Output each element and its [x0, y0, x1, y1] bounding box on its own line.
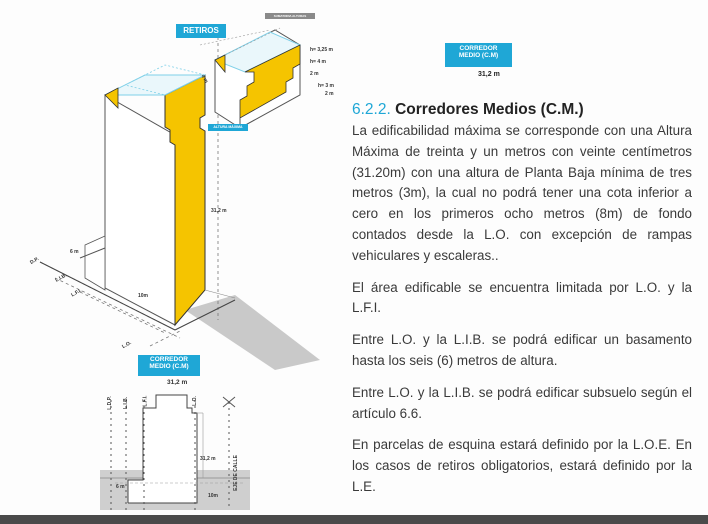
section-heading: [352, 100, 692, 120]
section-line-lfi: L.F.I.: [142, 395, 149, 407]
bottom-bar: [0, 515, 708, 524]
section-line-ldp: L.D.P.: [106, 396, 113, 410]
paragraph-2: El área edificable se encuentra limitada por L.O. y la L.F.I.: [352, 279, 692, 316]
building-envelope-figure: [0, 0, 345, 515]
paragraph-3: Entre L.O. y la L.I.B. se podrá edificar un basamento hasta los seis (6) metros de altura.: [352, 332, 692, 368]
section-d6: 6 m: [116, 484, 125, 490]
section-line-lib: L.I.B.: [123, 396, 130, 410]
cm-section-tag-line2: MEDIO (C.M): [149, 363, 189, 371]
paragraph-1: La edificabilidad máxima se corresponde con una Altura Máxima de treinta y un metros con veinte centímetros (31.20m) con una altura de Planta Baja mínima de tres metros (3m), la cual no podrá tener una cota inferior a cero en los primeros ocho metros (8m) de fondo contados desde la L.O. con excepción de rampas vehiculares y escaleras..: [352, 123, 692, 263]
altura-maxima-tag: ALTURA MÁXIMA: [208, 124, 248, 131]
line-lo: L.O.: [121, 339, 133, 351]
section-top-value: 31,2 m: [167, 379, 188, 386]
isometric-diagram: [0, 0, 345, 515]
dim-h325: h= 3,25 m: [310, 47, 333, 53]
section-number: 6.2.2.: [352, 101, 391, 118]
section-d10: 10m: [208, 493, 219, 499]
section-eje-calle: EJE DE CALLE: [232, 455, 239, 491]
line-lfi: L.F.I.: [70, 287, 83, 299]
section-height: 31,2 m: [200, 456, 216, 462]
cm-top-tag-line1: CORREDOR: [459, 45, 498, 52]
dim-6: 6 m: [70, 249, 79, 255]
dim-4: 4 m: [199, 73, 210, 85]
paragraph-5: En parcelas de esquina estará definido por la L.O.E. En los casos de retiros obligatorios, estará definido por la L.E.: [352, 437, 692, 494]
dim-10: 10m: [138, 293, 149, 299]
dim-h3: h= 3 m: [318, 83, 334, 89]
cm-top-value: 31,2 m: [478, 71, 500, 78]
section-text: [352, 100, 692, 509]
section-line-lo: L.O.: [191, 396, 198, 406]
section-title: Corredores Medios (C.M.): [395, 101, 584, 118]
line-lib: L.I.B.: [54, 272, 68, 284]
dim-2a: 2 m: [310, 71, 319, 77]
dim-h4: h= 4 m: [310, 59, 326, 65]
retiros-tag: RETIROS: [176, 24, 226, 38]
cm-section-tag-line1: CORREDOR: [150, 356, 188, 363]
dim-2b: 2 m: [325, 91, 334, 97]
paragraph-4: Entre L.O. y la L.I.B. se podrá edificar subsuelo según el artículo 6.6.: [352, 384, 692, 421]
cm-top-tag: [445, 43, 512, 67]
dim-height: 31,2 m: [211, 208, 227, 214]
line-dp: D.P.: [29, 256, 40, 266]
sumatoria-tag: SUMATORIA ALTURAS: [265, 13, 315, 19]
cm-top-tag-line2: MEDIO (C.M): [458, 52, 499, 60]
cm-section-tag: [138, 355, 200, 376]
